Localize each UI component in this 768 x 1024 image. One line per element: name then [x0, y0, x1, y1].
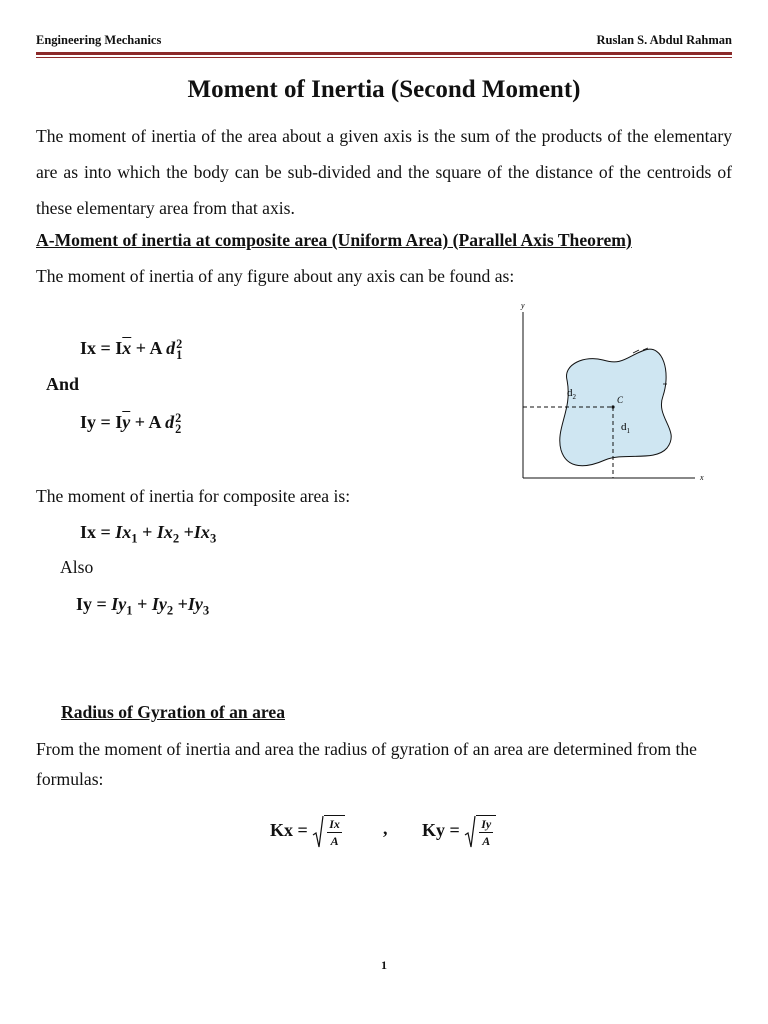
kx-numerator: Ix	[329, 817, 340, 831]
kx-denominator: A	[330, 834, 339, 848]
ky-sqrt-sign	[464, 815, 476, 849]
diagram-shape	[560, 349, 671, 466]
equation-ix-parallel	[80, 338, 182, 361]
diagram-d1-label: $d_1$	[621, 421, 630, 435]
diagram-y-label: y	[521, 301, 525, 310]
eq-iy-term: I	[115, 412, 123, 432]
eq-cy-c-sub: 3	[202, 603, 210, 618]
ky-formula	[422, 815, 496, 849]
eq-ix-sub: 1	[176, 347, 183, 362]
radius-paragraph: From the moment of inertia and area the radius of gyration of an area are determined from the formulas:	[36, 739, 697, 789]
formula-comma: ,	[383, 818, 388, 838]
eq-cy-lhs: Iy =	[76, 594, 112, 614]
eq-iy-lhs: Iy =	[80, 412, 116, 432]
intro-paragraph: The moment of inertia of the area about a given axis is the sum of the products of the elementary are as into which the body can be sub-divided and the square of the distance of the centroids of these elementary area from that axis.	[36, 126, 732, 218]
eq-cy-b-sub: 2	[166, 603, 174, 618]
eq-ix-rest: + A	[131, 338, 167, 358]
eq-cx-b: Ix	[156, 522, 173, 542]
ky-denominator: A	[482, 834, 491, 848]
section-a-heading: A-Moment of inertia at composite area (Uniform Area) (Parallel Axis Theorem)	[36, 230, 632, 250]
eq-iy-sub: 2	[175, 421, 182, 436]
ky-numerator: Iy	[481, 817, 492, 831]
diagram-x-label: x	[700, 473, 704, 482]
diagram-centroid-dot	[611, 405, 614, 408]
page-number: 1	[381, 958, 387, 972]
eq-cy-c: Iy	[187, 594, 203, 614]
eq-cy-plus1: +	[132, 594, 152, 614]
kx-lhs: Kx =	[270, 820, 313, 841]
ky-lhs: Ky =	[422, 820, 465, 841]
ky-sqrt	[464, 815, 496, 849]
header-right: Ruslan S. Abdul Rahman	[596, 33, 732, 47]
equation-iy-parallel	[80, 412, 181, 435]
eq-iy-bar: $\overline{y}$	[122, 412, 131, 432]
eq-ix-term: I	[115, 338, 123, 358]
eq-cx-b-sub: 2	[172, 531, 180, 546]
parallel-axis-diagram	[505, 300, 715, 490]
eq-cy-plus2: +	[173, 594, 188, 614]
header-rule-thin	[36, 57, 732, 58]
equation-iy-composite	[76, 594, 209, 619]
page-title: Moment of Inertia (Second Moment)	[187, 76, 581, 103]
eq-cx-a-sub: 1	[131, 531, 138, 546]
and-label: And	[46, 374, 80, 394]
eq-iy-rest: + A	[130, 412, 166, 432]
eq-cx-plus1: +	[137, 522, 157, 542]
eq-ix-lhs: Ix =	[80, 338, 116, 358]
eq-cy-b: Iy	[151, 594, 167, 614]
equation-ix-composite	[80, 522, 216, 547]
eq-cx-c: Ix	[193, 522, 210, 542]
section-a-intro: The moment of inertia of any figure about any axis can be found as:	[36, 266, 515, 286]
eq-cy-a-sub: 1	[126, 603, 133, 618]
eq-cy-a: Iy	[111, 594, 127, 614]
eq-iy-sup: 2	[175, 410, 182, 425]
kx-sqrt	[312, 815, 345, 849]
radius-heading: Radius of Gyration of an area	[61, 702, 286, 722]
eq-cx-a: Ix	[115, 522, 132, 542]
diagram-d2-label: $d_2$	[567, 387, 576, 401]
header-rule-thick	[36, 52, 732, 55]
eq-cx-lhs: Ix =	[80, 522, 116, 542]
kx-sqrt-sign	[312, 815, 324, 849]
eq-ix-sup: 2	[176, 336, 183, 351]
eq-cx-c-sub: 3	[209, 531, 217, 546]
eq-cx-plus2: +	[179, 522, 194, 542]
eq-ix-bar: $\overline{x}$	[122, 338, 132, 358]
eq-iy-d: d	[165, 412, 175, 432]
also-label: Also	[60, 557, 94, 577]
kx-formula	[270, 815, 345, 849]
header-left: Engineering Mechanics	[36, 33, 162, 47]
eq-ix-d: d	[166, 338, 176, 358]
composite-intro: The moment of inertia for composite area is:	[36, 486, 351, 506]
diagram-c-label: C	[617, 395, 624, 405]
